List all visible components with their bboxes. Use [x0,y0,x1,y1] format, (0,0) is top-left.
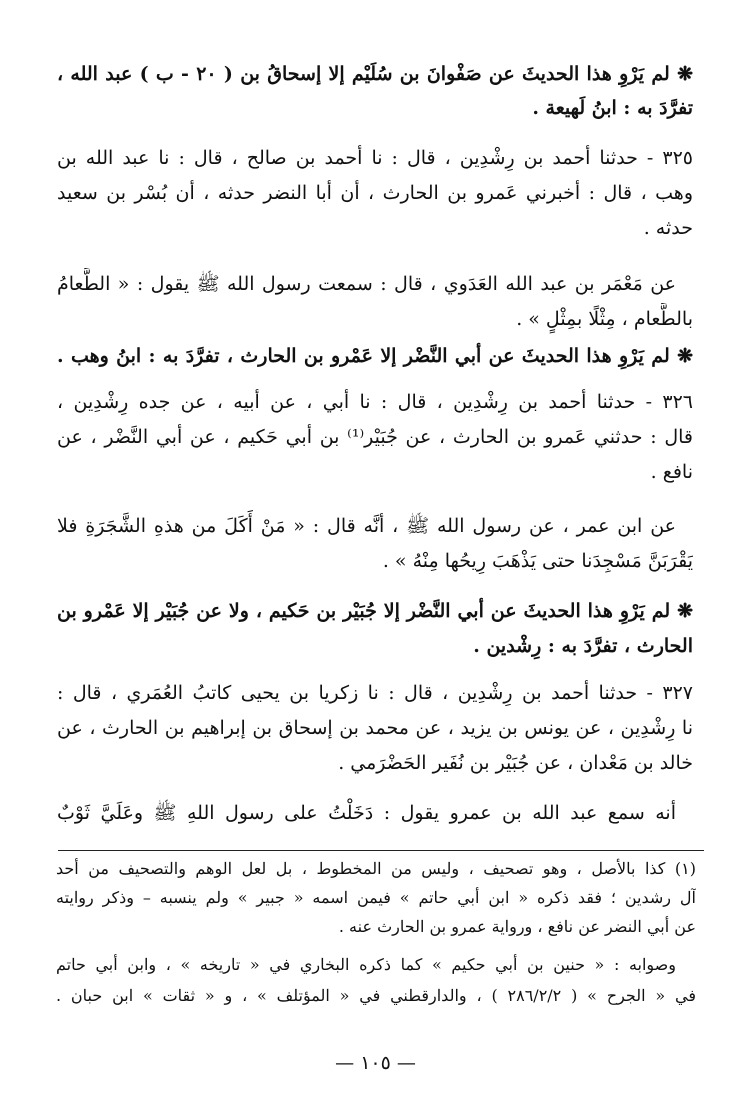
hadith-326-chain: نافع . [650,461,693,483]
editor-note-line: تفرَّدَ به : ابنُ لَهيعة . [532,97,693,119]
editor-note-line: ❋ لم يَرْوِ هذا الحديثَ عن صَفْوانَ بن سُلَيْم إلا إسحاقُ بن ( ٢٠ - ب ) عبد الله ، [57,63,693,85]
hadith-325-text: بالطَّعام ، مِثْلًا بمِثْلٍ » . [516,308,693,330]
footnote-line: في « الجرح » ( ٢٨٦/٢/٢ ) ، والدارقطني في « المؤتلف » ، و « ثقات » ابن حبان . [56,986,696,1005]
footnote-line: عن أبي النضر عن نافع ، ورواية عمرو بن الحارث عنه . [338,917,696,936]
footnote-separator [58,850,704,851]
hadith-327-chain: نا رِشْدِين ، عن يونس بن يزيد ، عن محمد بن إسحاق بن إبراهيم بن الحارث ، عن [57,717,693,739]
hadith-325-chain: ٣٢٥ - حدثنا أحمد بن رِشْدِين ، قال : نا أحمد بن صالح ، قال : نا عبد الله بن [57,147,693,169]
hadith-327-chain: ٣٢٧ - حدثنا أحمد بن رِشْدِين ، قال : نا زكريا بن يحيى كاتبُ العُمَري ، قال : [57,682,693,704]
hadith-326-chain: قال : حدثني عَمرو بن الحارث ، عن جُبَيْر⁽¹⁾ بن أبي حَكيم ، عن أبي النَّضْر ، عن [57,426,693,448]
hadith-325-chain: وهب ، قال : أخبرني عَمرو بن الحارث ، أن أبا النضر حدثه ، أن بُسْر بن سعيد [57,182,693,204]
hadith-326-text: يَقْرَبَنَّ مَسْجِدَنا حتى يَذْهَبَ رِيحُها مِنْهُ » . [382,550,693,572]
hadith-325-text: عن مَعْمَر بن عبد الله العَدَوي ، قال : سمعت رسول الله ﷺ يقول : « الطَّعامُ [57,273,676,295]
editor-note-line: الحارث ، تفرَّدَ به : رِشْدين . [473,635,693,657]
editor-note-line: ❋ لم يَرْوِ هذا الحديثَ عن أبي النَّضْر إلا عَمْرو بن الحارث ، تفرَّدَ به : ابنُ وهب . [57,345,693,367]
hadith-325-chain: حدثه . [643,217,693,239]
hadith-326-chain: ٣٢٦ - حدثنا أحمد بن رِشْدِين ، قال : نا أبي ، عن أبيه ، عن جده رِشْدِين ، [57,391,693,413]
hadith-327-chain: خالد بن مَعْدان ، عن جُبَيْر بن نُفَير الحَضْرَمي . [338,752,693,774]
editor-note-line: ❋ لم يَرْوِ هذا الحديثَ عن أبي النَّضْر إلا جُبَيْر بن حَكيم ، ولا عن جُبَيْر إلا عَمْرو بن [57,600,693,622]
page-number: — ١٠٥ — [335,1052,416,1074]
footnote-line: وصوابه : « حنين بن أبي حكيم » كما ذكره البخاري في « تاريخه » ، وابن أبي حاتم [56,955,676,974]
footnote-line: آل رشدين ؛ فقد ذكره « ابن أبي حاتم » فيمن اسمه « جبير » ولم ينسبه – وذكر روايته [56,888,696,907]
hadith-326-text: عن ابن عمر ، عن رسول الله ﷺ ، أنَّه قال : « مَنْ أَكَلَ من هذهِ الشَّجَرَةِ فلا [57,515,676,537]
footnote-line: (١) كذا بالأصل ، وهو تصحيف ، وليس من المخطوط ، بل لعل الوهم والتصحيف من أحد [56,859,696,878]
hadith-327-text: أنه سمع عبد الله بن عمرو يقول : دَخَلْتُ على رسول اللهِ ﷺ وعَلَيَّ ثَوْبٌ [57,802,676,824]
